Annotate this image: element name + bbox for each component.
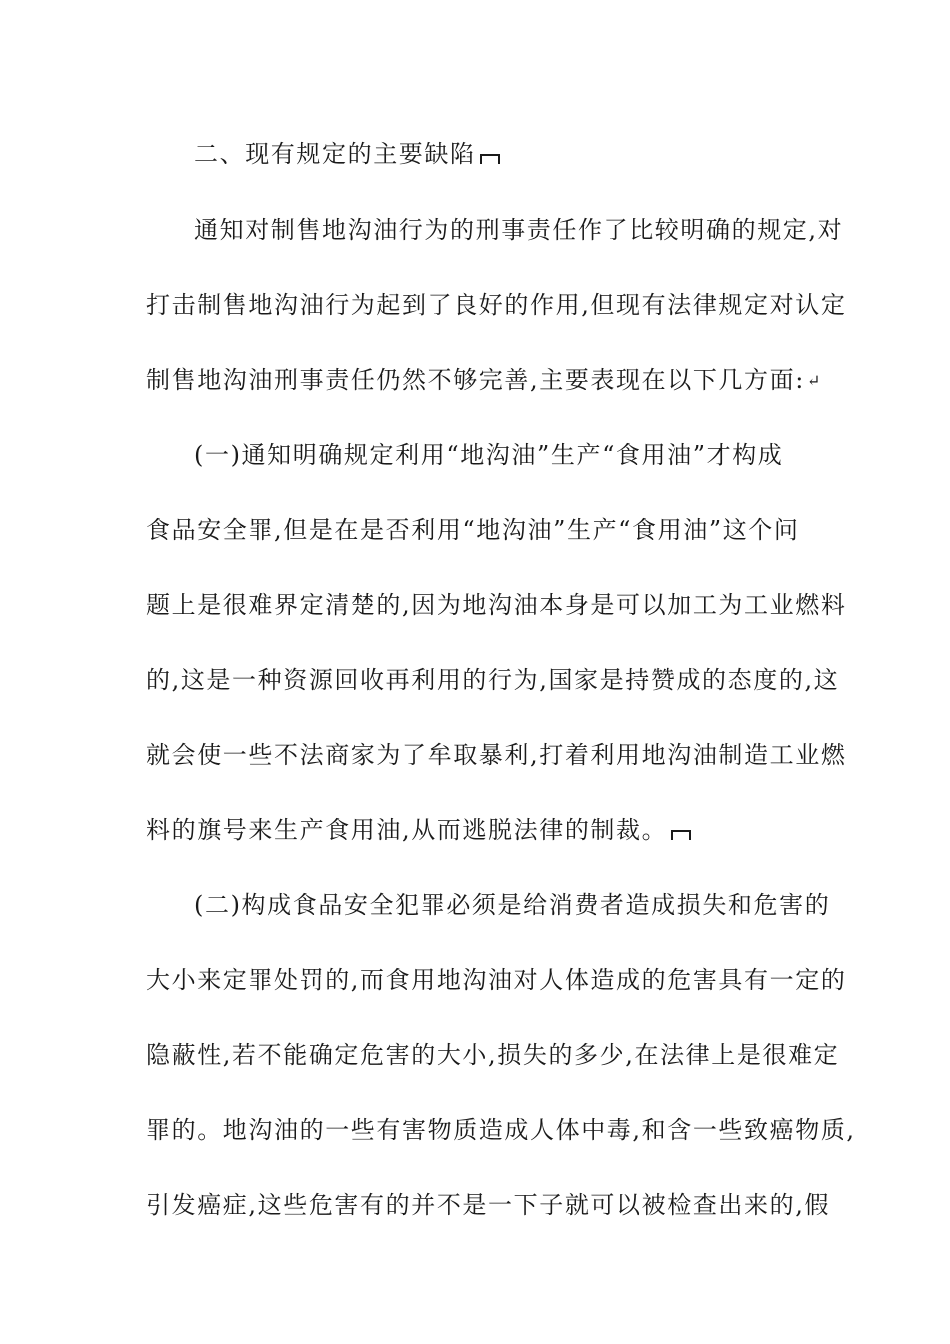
paragraph-line: 隐蔽性,若不能确定危害的大小,损失的多少,在法律上是很难定: [146, 1041, 840, 1069]
paragraph-line: 大小来定罪处罚的,而食用地沟油对人体造成的危害具有一定的: [146, 966, 847, 994]
paragraph-line-text: 制售地沟油刑事责任仍然不够完善,主要表现在以下几方面:: [146, 366, 805, 394]
paragraph-line-text: 料的旗号来生产食用油,从而逃脱法律的制裁。: [146, 816, 668, 844]
paragraph-line: 引发癌症,这些危害有的并不是一下子就可以被检查出来的,假: [146, 1191, 831, 1219]
paragraph-line: [146, 814, 816, 846]
paragraph-line: 打击制售地沟油行为起到了良好的作用,但现有法律规定对认定: [146, 291, 847, 319]
line-break-mark: [671, 830, 691, 840]
section-heading-text: 二、现有规定的主要缺陷: [194, 140, 476, 168]
paragraph-line: 就会使一些不法商家为了牟取暴利,打着利用地沟油制造工业燃: [146, 741, 847, 769]
paragraph-line: (一)通知明确规定利用“地沟油”生产“食用油”才构成: [194, 441, 784, 469]
paragraph-mark-icon: ↵: [806, 371, 822, 390]
line-break-mark: [480, 154, 500, 164]
paragraph-line: 食品安全罪,但是在是否利用“地沟油”生产“食用油”这个问: [146, 516, 800, 544]
paragraph-line: 罪的。地沟油的一些有害物质造成人体中毒,和含一些致癌物质,: [146, 1116, 856, 1144]
paragraph-line: 题上是很难界定清楚的,因为地沟油本身是可以加工为工业燃料: [146, 591, 847, 619]
section-heading: [194, 138, 864, 170]
paragraph-line: (二)构成食品安全犯罪必须是给消费者造成损失和危害的: [194, 891, 831, 919]
paragraph-line: [146, 364, 822, 396]
paragraph-line: 通知对制售地沟油行为的刑事责任作了比较明确的规定,对: [194, 216, 844, 244]
paragraph-line: 的,这是一种资源回收再利用的行为,国家是持赞成的态度的,这: [146, 666, 840, 694]
